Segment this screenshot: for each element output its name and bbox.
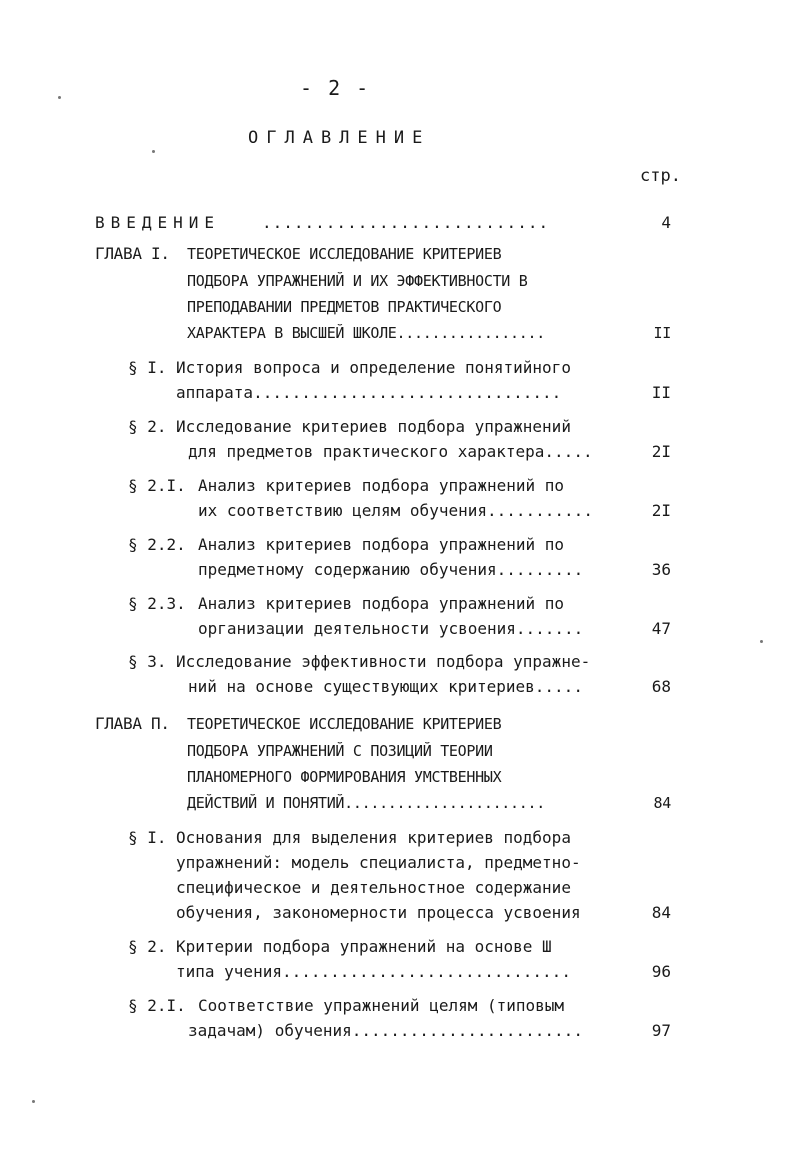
- scan-speck: [32, 1100, 35, 1103]
- entry-page: 47: [651, 619, 671, 638]
- entry-line: Анализ критериев подбора упражнений по: [198, 535, 565, 554]
- entry-page: 4: [661, 213, 671, 232]
- section-number: § 2.I.: [128, 996, 186, 1015]
- section-number: § 2.2.: [128, 535, 186, 554]
- entry-line: Критерии подбора упражнений на основе Ш: [176, 937, 552, 956]
- pages-column-header: стр.: [640, 166, 681, 186]
- entry-line: ПЛАНОМЕРНОГО ФОРМИРОВАНИЯ УМСТВЕННЫХ: [187, 768, 502, 786]
- entry-page: 68: [651, 677, 671, 696]
- entry-line: ХАРАКТЕРА В ВЫСШЕЙ ШКОЛЕ.................: [187, 324, 545, 342]
- entry-page: 2I: [651, 501, 671, 520]
- section-number: § 2.: [128, 937, 167, 956]
- entry-page: 84: [653, 794, 671, 812]
- section-number: § I.: [128, 828, 167, 847]
- entry-page: II: [651, 383, 671, 402]
- entry-line: Основания для выделения критериев подбора: [176, 828, 571, 847]
- entry-title: ВВЕДЕНИЕ: [95, 213, 221, 232]
- entry-line: Исследование эффективности подбора упражне-: [176, 652, 591, 671]
- entry-line: задачам) обучения........................: [188, 1021, 583, 1040]
- entry-line: предметному содержанию обучения.........: [198, 560, 584, 579]
- leader-dots: ...........................: [262, 213, 550, 232]
- entry-line: аппарата................................: [176, 383, 562, 402]
- entry-line: специфическое и деятельностное содержание: [176, 878, 571, 897]
- entry-page: 97: [651, 1021, 671, 1040]
- section-number: § I.: [128, 358, 167, 377]
- entry-line: ний на основе существующих критериев.....: [188, 677, 583, 696]
- entry-page: 84: [651, 903, 671, 922]
- chapter-number: ГЛАВА П.: [95, 714, 170, 733]
- section-number: § 2.I.: [128, 476, 186, 495]
- entry-line: обучения, закономерности процесса усвоения: [176, 903, 581, 922]
- page-number: - 2 -: [300, 76, 371, 100]
- entry-line: для предметов практического характера.....: [188, 442, 593, 461]
- entry-line: ТЕОРЕТИЧЕСКОЕ ИССЛЕДОВАНИЕ КРИТЕРИЕВ: [187, 715, 502, 733]
- entry-line: ДЕЙСТВИЙ И ПОНЯТИЙ.......................: [187, 794, 545, 812]
- entry-line: ТЕОРЕТИЧЕСКОЕ ИССЛЕДОВАНИЕ КРИТЕРИЕВ: [187, 245, 502, 263]
- section-number: § 3.: [128, 652, 167, 671]
- entry-line: ПОДБОРА УПРАЖНЕНИЙ С ПОЗИЦИЙ ТЕОРИИ: [187, 742, 493, 760]
- entry-line: История вопроса и определение понятийного: [176, 358, 571, 377]
- entry-page: 2I: [651, 442, 671, 461]
- entry-line: Анализ критериев подбора упражнений по: [198, 476, 565, 495]
- entry-line: организации деятельности усвоения.......: [198, 619, 584, 638]
- scan-speck: [152, 150, 155, 153]
- entry-line: ПРЕПОДАВАНИИ ПРЕДМЕТОВ ПРАКТИЧЕСКОГО: [187, 298, 502, 316]
- section-number: § 2.3.: [128, 594, 186, 613]
- entry-line: упражнений: модель специалиста, предметно-: [176, 853, 581, 872]
- section-number: § 2.: [128, 417, 167, 436]
- entry-page: 96: [651, 962, 671, 981]
- scan-speck: [58, 96, 61, 99]
- chapter-number: ГЛАВА I.: [95, 244, 170, 263]
- entry-page: 36: [651, 560, 671, 579]
- entry-line: типа учения..............................: [176, 962, 571, 981]
- entry-line: ПОДБОРА УПРАЖНЕНИЙ И ИХ ЭФФЕКТИВНОСТИ В: [187, 272, 528, 290]
- entry-page: II: [653, 324, 671, 342]
- scan-speck: [760, 640, 763, 643]
- entry-line: Анализ критериев подбора упражнений по: [198, 594, 565, 613]
- toc-title: ОГЛАВЛЕНИЕ: [248, 128, 431, 148]
- entry-line: их соответствию целям обучения...........: [198, 501, 593, 520]
- entry-line: Исследование критериев подбора упражнений: [176, 417, 571, 436]
- entry-line: Соответствие упражнений целям (типовым: [198, 996, 565, 1015]
